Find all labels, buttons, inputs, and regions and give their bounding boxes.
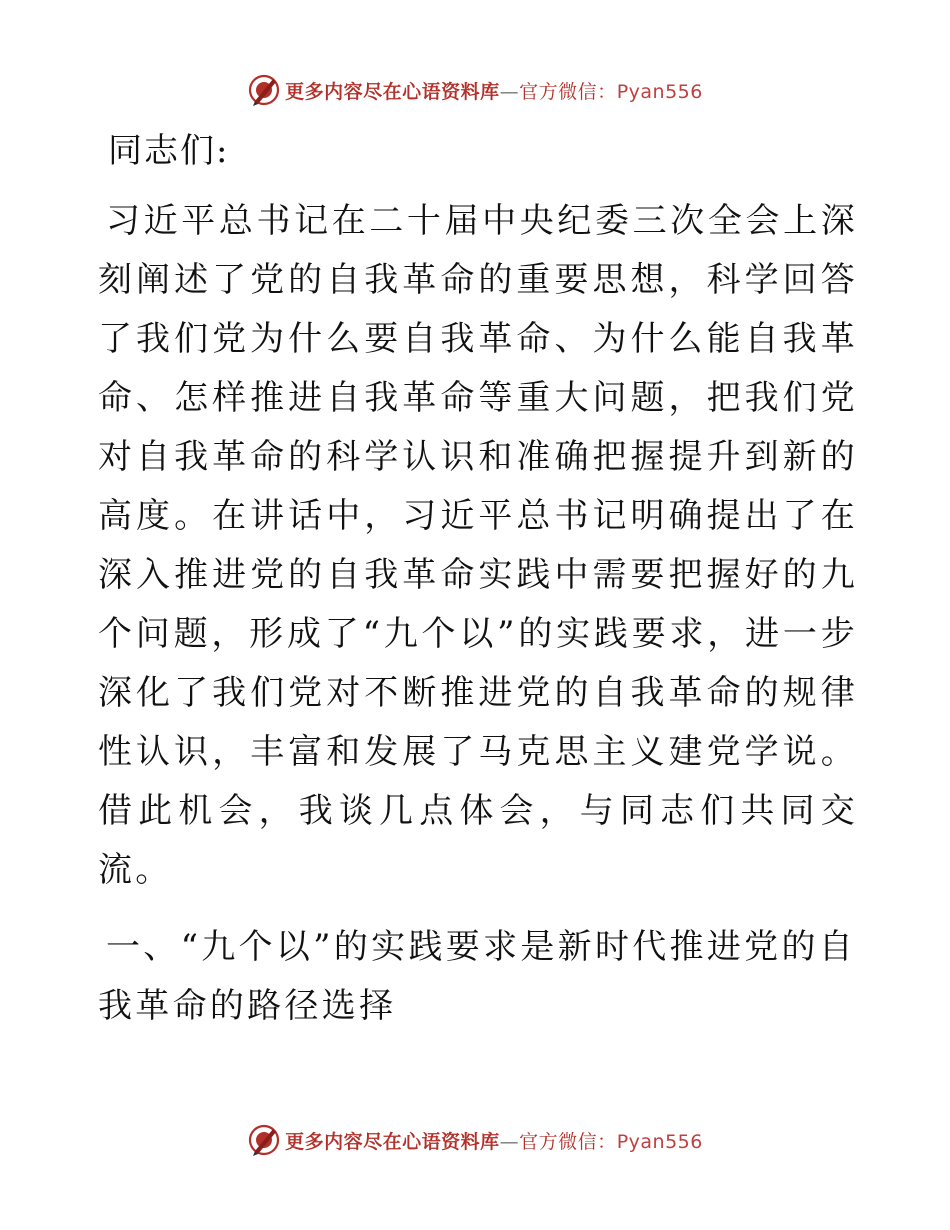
section-heading-1: 一、“九个以”的实践要求是新时代推进党的自我革命的路径选择: [98, 927, 857, 1026]
banner-main-text: 更多内容尽在心语资料库: [285, 80, 500, 103]
greeting: 同志们:: [108, 131, 230, 171]
pen-logo-icon: [247, 1123, 281, 1157]
banner-wechat-id: Pyan556: [616, 80, 703, 103]
footer-banner: [0, 1120, 950, 1160]
banner-separator: —: [499, 1130, 520, 1153]
banner-label: 官方微信：: [519, 80, 617, 103]
banner-main-text: 更多内容尽在心语资料库: [285, 1130, 500, 1153]
document-body: [98, 122, 858, 1036]
header-banner: [0, 70, 950, 110]
banner-separator: —: [499, 80, 520, 103]
banner-label: 官方微信：: [519, 1130, 617, 1153]
banner-wechat-id: Pyan556: [616, 1130, 703, 1153]
paragraph-1: 习近平总书记在二十届中央纪委三次全会上深刻阐述了党的自我革命的重要思想，科学回答了我们党为什么要自我革命、为什么能自我革命、怎样推进自我革命等重大问题，把我们党对自我革命的科学认识和准确把握提升到新的高度。在讲话中，习近平总书记明确提出了在深入推进党的自我革命实践中需要把握好的九个问题，形成了“九个以”的实践要求，进一步深化了我们党对不断推进党的自我革命的规律性认识，丰富和发展了马克思主义建党学说。借此机会，我谈几点体会，与同志们共同交流。: [98, 201, 858, 890]
pen-logo-icon: [247, 73, 281, 107]
